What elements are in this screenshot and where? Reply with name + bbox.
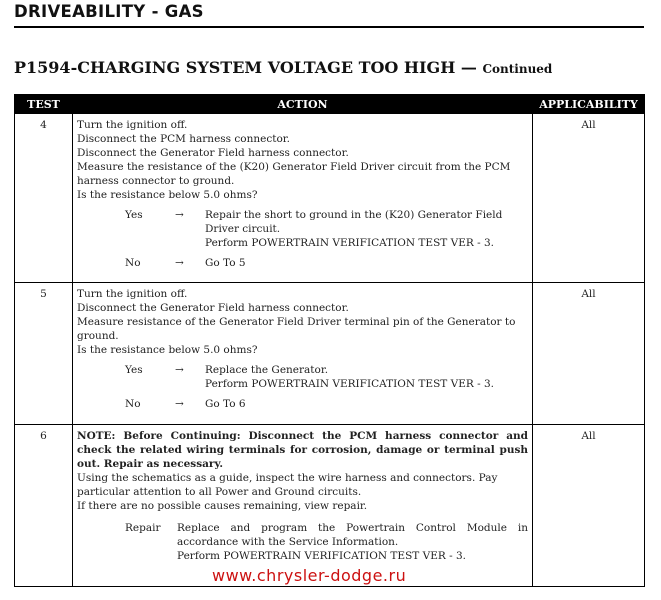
yes-branch	[77, 363, 528, 391]
action-question: Is the resistance below 5.0 ohms?	[77, 189, 258, 201]
applicability-cell: All	[533, 114, 645, 283]
no-branch	[77, 256, 528, 270]
no-label: No	[125, 398, 141, 410]
action-line: Turn the ignition off.	[77, 119, 188, 131]
no-branch	[77, 397, 528, 411]
yes-label: Yes	[125, 364, 143, 376]
no-action: Go To 5	[205, 257, 246, 269]
table-row	[15, 114, 645, 283]
action-cell	[73, 425, 533, 587]
action-line: Using the schematics as a guide, inspect the wire harness and connectors. Pay particular attention to all Power and Ground circuits.	[77, 472, 498, 498]
action-cell	[73, 283, 533, 425]
yes-action: Replace the Generator.	[205, 364, 329, 376]
note-text: NOTE: Before Continuing: Disconnect the PCM harness connector and check the related wiring terminals for corrosion, damage or terminal push out. Repair as necessary.	[77, 430, 528, 470]
table-header-row	[15, 95, 645, 114]
action-line: Disconnect the PCM harness connector.	[77, 133, 290, 145]
repair-action: Perform POWERTRAIN VERIFICATION TEST VER - 3.	[177, 550, 467, 562]
table-row	[15, 283, 645, 425]
action-line: Disconnect the Generator Field harness connector.	[77, 147, 349, 159]
test-number: 6	[15, 425, 73, 587]
applicability-cell: All	[533, 425, 645, 587]
arrow-icon: →	[175, 209, 184, 221]
test-number: 5	[15, 283, 73, 425]
column-header-applicability: APPLICABILITY	[533, 95, 645, 114]
arrow-icon: →	[175, 257, 184, 269]
diagnostic-table	[14, 94, 645, 587]
yes-action: Perform POWERTRAIN VERIFICATION TEST VER - 3.	[205, 378, 495, 390]
page-title	[14, 58, 552, 77]
table-row	[15, 425, 645, 587]
action-cell	[73, 114, 533, 283]
applicability-cell: All	[533, 283, 645, 425]
repair-label: Repair	[125, 522, 161, 534]
action-question: Is the resistance below 5.0 ohms?	[77, 344, 258, 356]
action-line: Measure resistance of the Generator Field Driver terminal pin of the Generator to ground.	[77, 316, 516, 342]
yes-action: Repair the short to ground in the (K20) Generator Field Driver circuit.	[205, 209, 503, 235]
page-title-continued: Continued	[482, 62, 553, 76]
action-line: Disconnect the Generator Field harness connector.	[77, 302, 349, 314]
yes-branch	[77, 208, 528, 250]
repair-action: Replace and program the Powertrain Control Module in accordance with the Service Information.	[177, 522, 528, 548]
watermark-link[interactable]: www.chrysler-dodge.ru	[212, 566, 407, 585]
arrow-icon: →	[175, 398, 184, 410]
column-header-test: TEST	[15, 95, 73, 114]
no-action: Go To 6	[205, 398, 246, 410]
yes-action: Perform POWERTRAIN VERIFICATION TEST VER - 3.	[205, 237, 495, 249]
action-line: Measure the resistance of the (K20) Generator Field Driver circuit from the PCM harness connector to ground.	[77, 161, 511, 187]
no-label: No	[125, 257, 141, 269]
page-title-main: P1594-CHARGING SYSTEM VOLTAGE TOO HIGH —	[14, 58, 477, 77]
column-header-action: ACTION	[73, 95, 533, 114]
action-line: Turn the ignition off.	[77, 288, 188, 300]
action-line: If there are no possible causes remaining, view repair.	[77, 500, 368, 512]
arrow-icon: →	[175, 364, 184, 376]
section-header: DRIVEABILITY - GAS	[14, 2, 204, 21]
yes-label: Yes	[125, 209, 143, 221]
test-number: 4	[15, 114, 73, 283]
repair-branch	[77, 521, 528, 563]
